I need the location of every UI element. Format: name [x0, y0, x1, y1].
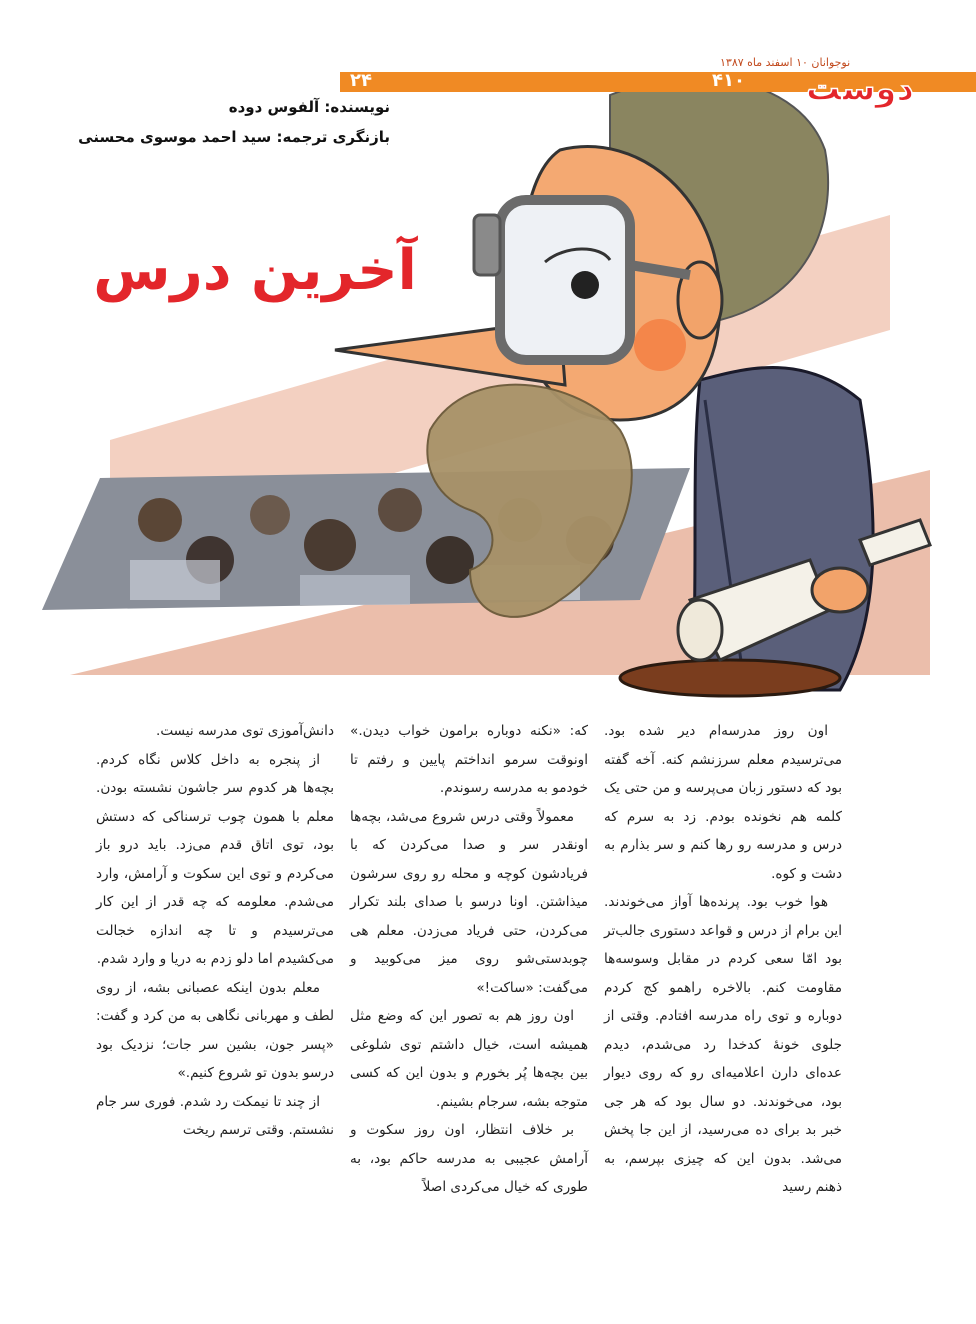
credits	[60, 98, 390, 158]
magazine-logo-text: دوست	[805, 69, 915, 108]
paragraph: هوا خوب بود. پرنده‌ها آواز می‌خوندند. این برام از درس و قواعد دستوری جالب‌تر بود امّا سعی کردم در مقابل وسوسه‌ها مقاومت کنم. بالاخره راهمو کج کردم دوباره و توی راه مدرسه افتادم. وقتی از جلوی خونهٔ کدخدا رد می‌شدم، دیدم عده‌ای دارن اعلامیه‌ای رو که روی دیوار بود، می‌خوندند. دو سال بود که هر جی خبر بد برای ده می‌رسید، از این جا پخش می‌شد. بدون این که چیزی بپرسم، به ذهنم رسید	[604, 894, 842, 1195]
teacher-shoes	[620, 660, 840, 696]
paragraph: بر خلاف انتظار، اون روز سکوت و آرامش عجیبی به مدرسه حاکم بود، به طوری که خیال می‌کردی اصلاً	[350, 1122, 588, 1195]
page-number-right: ۴۱۰	[712, 70, 745, 91]
text-column-left	[96, 717, 334, 1145]
magazine-logo	[798, 62, 922, 108]
paragraph: از چند تا نیمکت رد شدم. فوری سر جام نشستم. وقتی ترسم ریخت	[96, 1093, 334, 1138]
paragraph: از پنجره به داخل کلاس نگاه کردم. بچه‌ها هر کدوم سر جاشون نشسته بودن. معلم با همون چوب ترسناکی که دستش بود، توی اتاق قدم می‌زد. باید درو باز می‌کردم و توی این سکوت و آرامش، وارد می‌شدم. معلومه که چه قدر از این کار می‌ترسیدم و تا چه اندازه خجالت می‌کشیدم اما دلو زدم به دریا و وارد شدم.	[96, 751, 334, 967]
paragraph: که: «نکنه دوباره برامون خواب دیدن.» اونوقت سرمو انداختم پایین و رفتم تا خودمو به مدرسه رسوندم.	[350, 723, 588, 796]
story-title: آخرین درس	[93, 238, 417, 303]
text-column-middle	[350, 717, 588, 1202]
translator-credit: بازنگری ترجمه: سید احمد موسوی محسنی	[78, 128, 390, 146]
issue-date: نوجوانان ۱۰ اسفند ماه ۱۳۸۷	[720, 56, 851, 69]
paragraph: معلم بدون اینکه عصبانی بشه، از روی لطف و مهربانی نگاهی به من کرد و گفت: «پسر جون، بشین سر جات؛ نزدیک بود درسو بدون تو شروع کنیم.»	[96, 979, 334, 1081]
paragraph: اون روز مدرسه‌ام دیر شده بود. می‌ترسیدم معلم سرزنشم کنه. آخه گفته بود که دستور زبان می‌پرسه و من حتی یک کلمه هم نخونده بودم. زد به سرم که درس و مدرسه رو رها کنم و سر بذارم به دشت و کوه.	[604, 723, 842, 882]
paragraph: اون روز هم به تصور این که وضع مثل همیشه است، خیال داشتم توی شلوغی بین بچه‌ها پُر بخورم و بدون این که کسی متوجه بشه، سرجام بشینم.	[350, 1008, 588, 1110]
author-credit: نویسنده: آلفوس دوده	[228, 98, 390, 116]
paragraph: معمولاً وقتی درس شروع می‌شد، بچه‌ها اونقدر سر و صدا می‌کردن که با فریادشون کوچه و محله رو روی سرشون میذاشتن. اونا درسو با صدای بلند تکرار می‌کردن، حتی فریاد می‌زدن. معلم هی چوبدستی‌شو روی میز می‌کوبید و می‌گفت: «ساکت!»	[350, 808, 588, 996]
page-number-left: ۲۴	[350, 70, 372, 91]
teacher-hand	[812, 568, 868, 612]
paragraph: دانش‌آموزی توی مدرسه نیست.	[156, 723, 334, 739]
text-column-right	[604, 717, 842, 1202]
